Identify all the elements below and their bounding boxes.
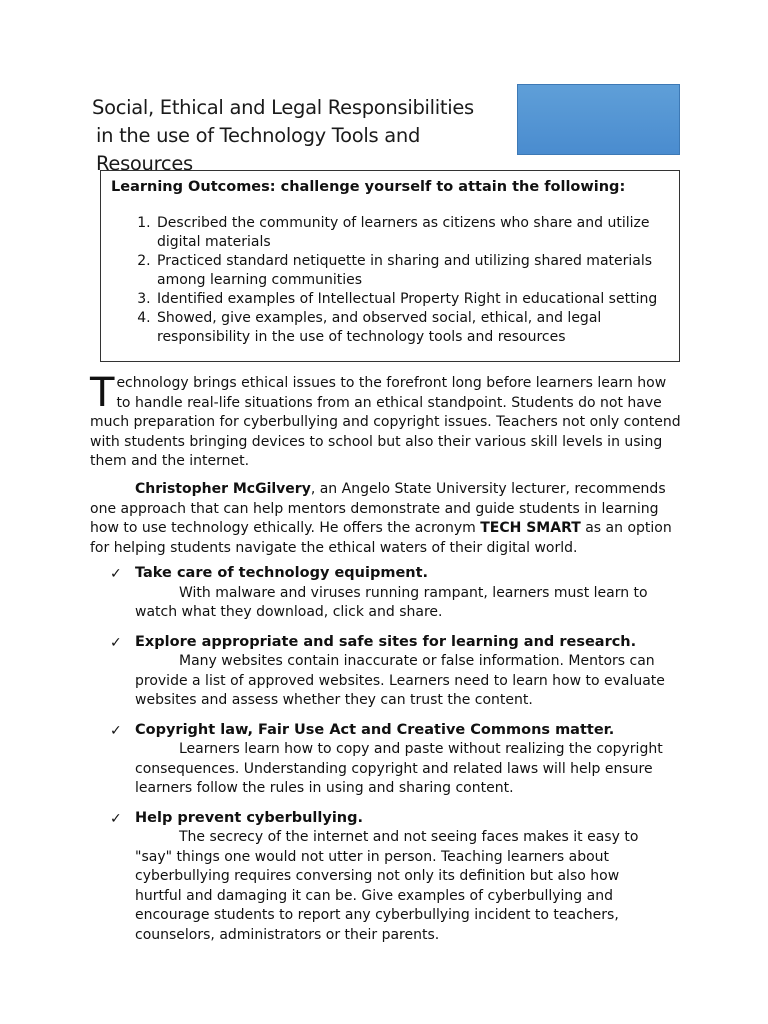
outcome-item: 1. Described the community of learners as citizens who share and utilize digital materials <box>155 214 675 252</box>
checkmark-icon: ✓ <box>110 566 122 582</box>
tech-smart-paragraph <box>90 480 682 558</box>
header-color-block <box>517 84 680 155</box>
checklist-item <box>110 721 670 799</box>
learning-outcomes-heading: Learning Outcomes: challenge yourself to attain the following: <box>111 179 626 195</box>
checklist-heading: Help prevent cyberbullying. <box>135 809 364 826</box>
paragraph-text-b: as an option for helping students navigate the ethical waters of their digital world. <box>90 520 672 556</box>
acronym: TECH SMART <box>480 520 581 536</box>
page-title <box>92 94 512 178</box>
paragraph-text-a: , an Angelo State University lecturer, recommends one approach that can help mentors demonstrate and guide students in learning how to use technology ethically. He offers the acronym <box>90 481 666 536</box>
title-line-1: Social, Ethical and Legal Responsibilities <box>92 96 474 119</box>
learning-outcomes-box <box>100 170 680 362</box>
checklist-heading: Take care of technology equipment. <box>135 565 429 581</box>
checklist-item <box>110 809 670 946</box>
checklist-heading: Copyright law, Fair Use Act and Creative Commons matter. <box>135 721 615 738</box>
learning-outcomes-list <box>101 214 675 347</box>
outcome-item: 4. Showed, give examples, and observed social, ethical, and legal responsibility in the use of technology tools and resources <box>155 309 675 347</box>
checklist-text: Learners learn how to copy and paste without realizing the copyright consequences. Understanding copyright and related laws will help ensure learners follow the rules in using and sharing content. <box>135 741 663 796</box>
checkmark-icon: ✓ <box>110 722 122 739</box>
checklist-heading: Explore appropriate and safe sites for learning and research. <box>135 633 637 650</box>
tech-smart-checklist <box>110 564 670 955</box>
checklist-text: The secrecy of the internet and not seeing faces makes it easy to "say" things one would not utter in person. Teaching learners about cyberbullying requires conversing not only its definition but also how hurtful and damaging it can be. Give examples of cyberbullying and encourage students to report any cyberbullying incident to teachers, counselors, administrators or their parents. <box>135 829 639 943</box>
title-line-2: in the use of Technology Tools and Resources <box>96 124 421 175</box>
outcome-item: 3. Identified examples of Intellectual Property Right in educational setting <box>155 290 675 309</box>
checklist-item <box>110 633 670 711</box>
checklist-text: With malware and viruses running rampant, learners must learn to watch what they download, click and share. <box>135 584 648 620</box>
author-name: Christopher McGilvery <box>135 481 311 497</box>
outcome-item: 2. Practiced standard netiquette in sharing and utilizing shared materials among learning communities <box>155 252 675 290</box>
checklist-item <box>110 564 670 623</box>
checklist-text: Many websites contain inaccurate or false information. Mentors can provide a list of approved websites. Learners need to learn how to evaluate websites and assess whether they can trust the content. <box>135 653 665 708</box>
drop-cap: T <box>90 370 115 416</box>
checkmark-icon: ✓ <box>110 810 122 827</box>
intro-paragraph <box>90 370 682 472</box>
intro-text: echnology brings ethical issues to the forefront long before learners learn how to handle real-life situations from an ethical standpoint. Students do not have much preparation for cyberbullying and copyright issues. Teachers not only contend with students bringing devices to school but also their various skill levels in using them and the internet. <box>90 375 681 469</box>
checkmark-icon: ✓ <box>110 634 122 651</box>
